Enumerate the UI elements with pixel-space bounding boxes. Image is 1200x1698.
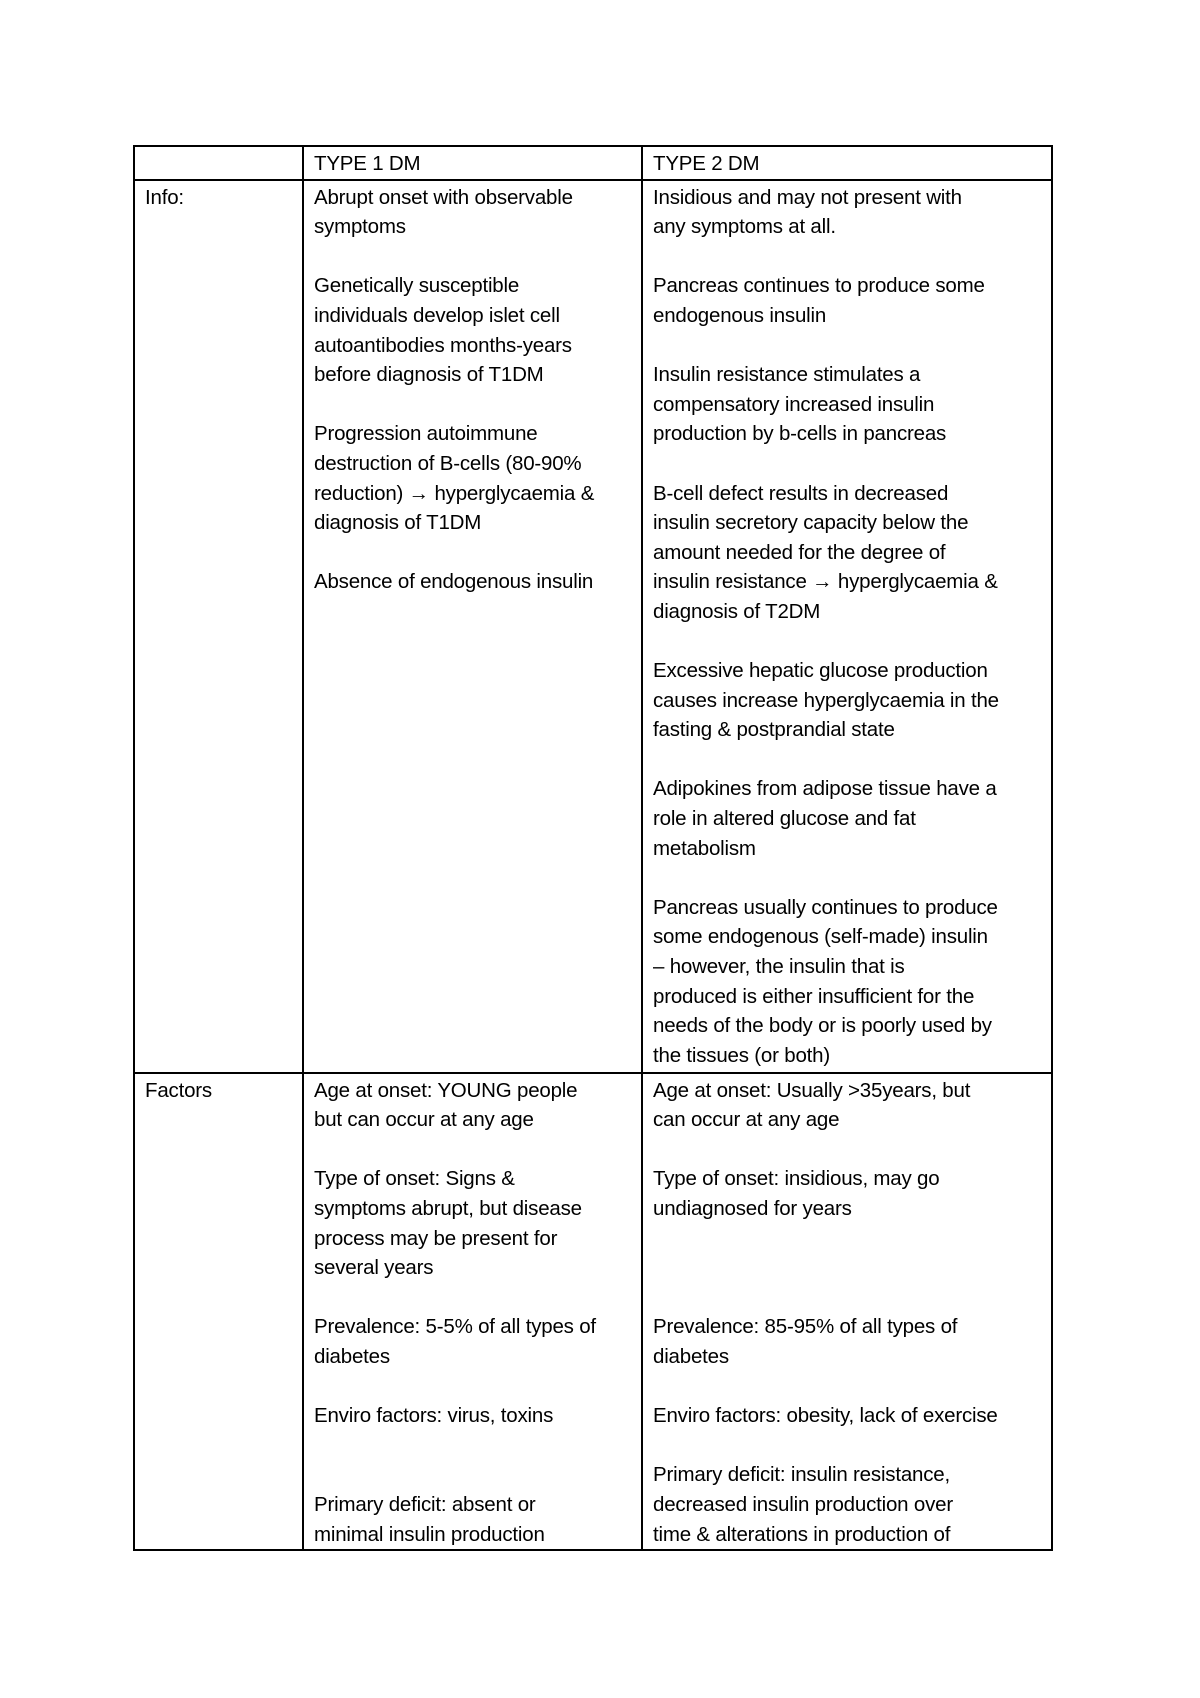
factors-type1-paragraph: Primary deficit: absent or minimal insulin production — [314, 1492, 545, 1546]
table-row-info — [134, 180, 1052, 1073]
info-type2-paragraph: Pancreas usually continues to produce some endogenous (self-made) insulin – however, the insulin that is produced is either insufficient for the needs of the body or is poorly used by the tissues (or both) — [653, 895, 998, 1067]
table-row-factors — [134, 1073, 1052, 1551]
header-cell-type1: TYPE 1 DM — [303, 146, 642, 180]
row-label-factors: Factors — [134, 1073, 303, 1551]
info-type1-paragraph: Absence of endogenous insulin — [314, 570, 594, 594]
info-type1-cell — [303, 180, 642, 1073]
info-type2-paragraph: B-cell defect results in decreased insulin secretory capacity below the amount needed for the degree of insulin resistance → hyperglycaemia & diagnosis of T2DM — [653, 481, 998, 623]
factors-type1-cell — [303, 1073, 642, 1551]
info-type1-paragraph: Abrupt onset with observable symptoms — [314, 185, 573, 239]
factors-type1-paragraph: Enviro factors: virus, toxins — [314, 1404, 554, 1428]
info-type1-paragraph: Progression autoimmune destruction of B-cells (80-90% reduction) → hyperglycaemia & diagnosis of T1DM — [314, 422, 595, 535]
factors-type1-paragraph: Prevalence: 5-5% of all types of diabetes — [314, 1315, 596, 1368]
info-type1-paragraph: Genetically susceptible individuals develop islet cell autoantibodies months-years before diagnosis of T1DM — [314, 274, 572, 387]
info-type2-paragraph: Adipokines from adipose tissue have a role in altered glucose and fat metabolism — [653, 777, 997, 860]
factors-type2-paragraph: Enviro factors: obesity, lack of exercise — [653, 1404, 998, 1428]
factors-type1-paragraph: Type of onset: Signs & symptoms abrupt, but disease process may be present for several years — [314, 1167, 582, 1280]
info-type2-paragraph: Excessive hepatic glucose production causes increase hyperglycaemia in the fasting & postprandial state — [653, 659, 999, 742]
factors-type2-paragraph: Primary deficit: insulin resistance, decreased insulin production over time & alterations in production of — [653, 1463, 953, 1546]
factors-type1-paragraph: Age at onset: YOUNG people but can occur at any age — [314, 1078, 578, 1132]
info-type2-paragraph: Insidious and may not present with any symptoms at all. — [653, 185, 962, 239]
diabetes-comparison-table — [133, 145, 1053, 1551]
factors-type2-paragraph: Prevalence: 85-95% of all types of diabetes — [653, 1315, 958, 1368]
table-header-row — [134, 146, 1052, 180]
factors-type2-paragraph: Age at onset: Usually >35years, but can occur at any age — [653, 1078, 971, 1132]
info-type2-paragraph: Insulin resistance stimulates a compensatory increased insulin production by b-cells in pancreas — [653, 363, 947, 446]
row-label-info: Info: — [134, 180, 303, 1073]
header-cell-empty — [134, 146, 303, 180]
info-type2-cell — [642, 180, 1052, 1073]
factors-type2-cell — [642, 1073, 1052, 1551]
factors-type2-paragraph: Type of onset: insidious, may go undiagnosed for years — [653, 1167, 940, 1220]
info-type2-paragraph: Pancreas continues to produce some endogenous insulin — [653, 274, 985, 327]
header-cell-type2: TYPE 2 DM — [642, 146, 1052, 180]
